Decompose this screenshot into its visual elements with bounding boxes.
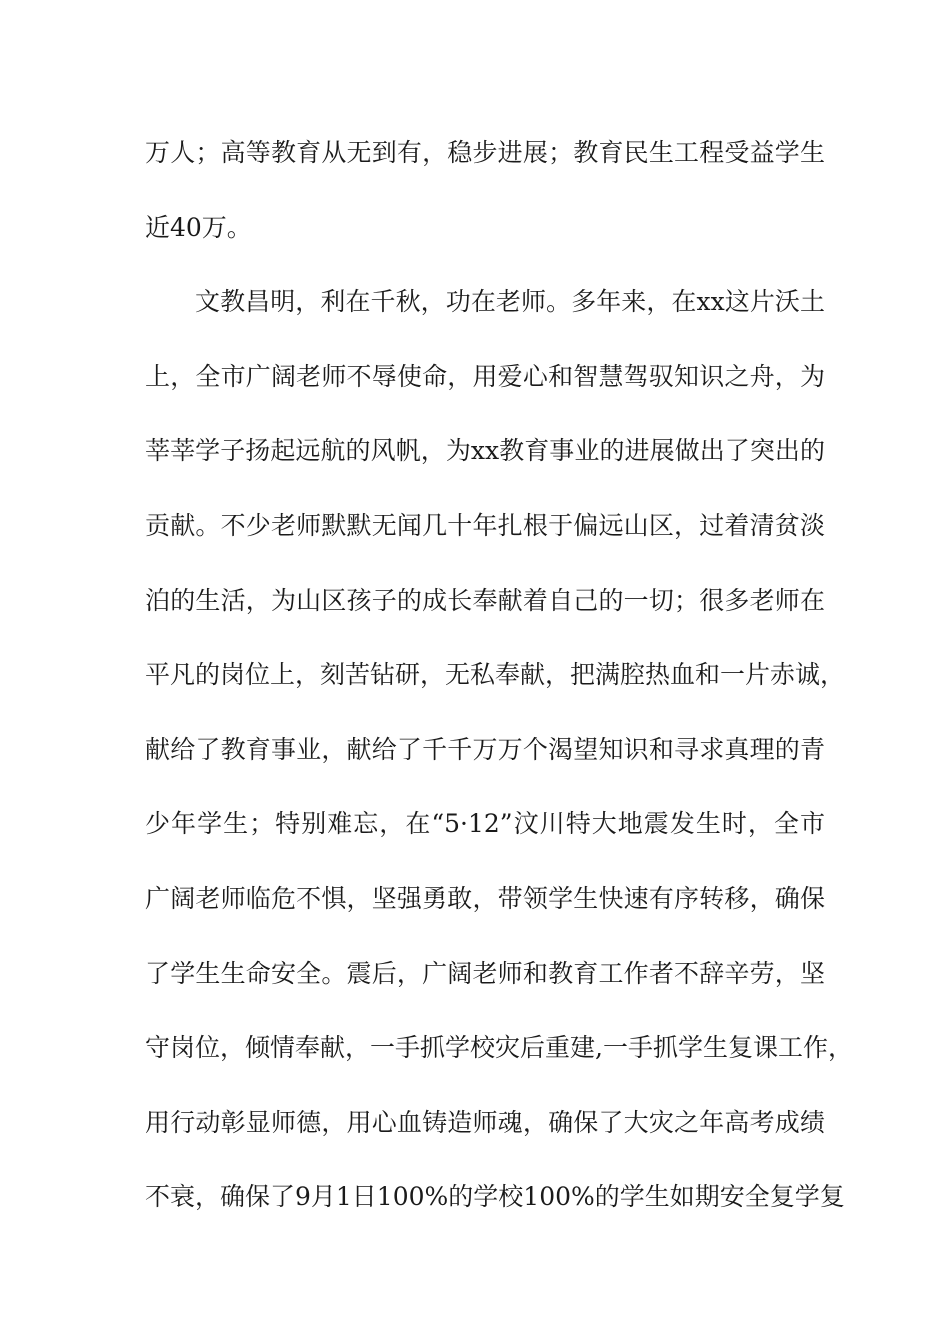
text-line: 守岗位，倾情奉献，一手抓学校灾后重建,一手抓学生复课工作， [145,1033,853,1063]
text-line: 不衰，确保了9月1日100%的学校100%的学生如期安全复学复 [145,1182,845,1212]
text-line: 泊的生活，为山区孩子的成长奉献着自己的一切；很多老师在 [145,585,825,615]
paragraph-first-line: 文教昌明，利在千秋，功在老师。多年来，在xx这片沃土 [195,287,825,317]
text-line: 献给了教育事业，献给了千千万万个渴望知识和寻求真理的青 [145,734,825,764]
text-line: 少年学生；特别难忘，在“5·12”汶川特大地震发生时，全市 [145,809,825,839]
text-line: 贡献。不少老师默默无闻几十年扎根于偏远山区，过着清贫淡 [145,510,825,540]
text-line: 广阔老师临危不惧，坚强勇敢，带领学生快速有序转移，确保 [145,883,825,913]
text-line: 用行动彰显师德，用心血铸造师魂，确保了大灾之年高考成绩 [145,1107,825,1137]
text-line: 莘莘学子扬起远航的风帆，为xx教育事业的进展做出了突出的 [145,436,825,466]
text-line: 近40万。 [145,212,252,242]
text-line: 万人；高等教育从无到有，稳步进展；教育民生工程受益学生 [145,138,825,167]
text-line: 了学生生命安全。震后，广阔老师和教育工作者不辞辛劳，坚 [145,958,825,988]
body-text [145,128,853,1247]
text-line: 上，全市广阔老师不辱使命，用爱心和智慧驾驭知识之舟，为 [145,361,825,391]
text-line: 平凡的岗位上，刻苦钻研，无私奉献，把满腔热血和一片赤诚， [145,660,846,690]
